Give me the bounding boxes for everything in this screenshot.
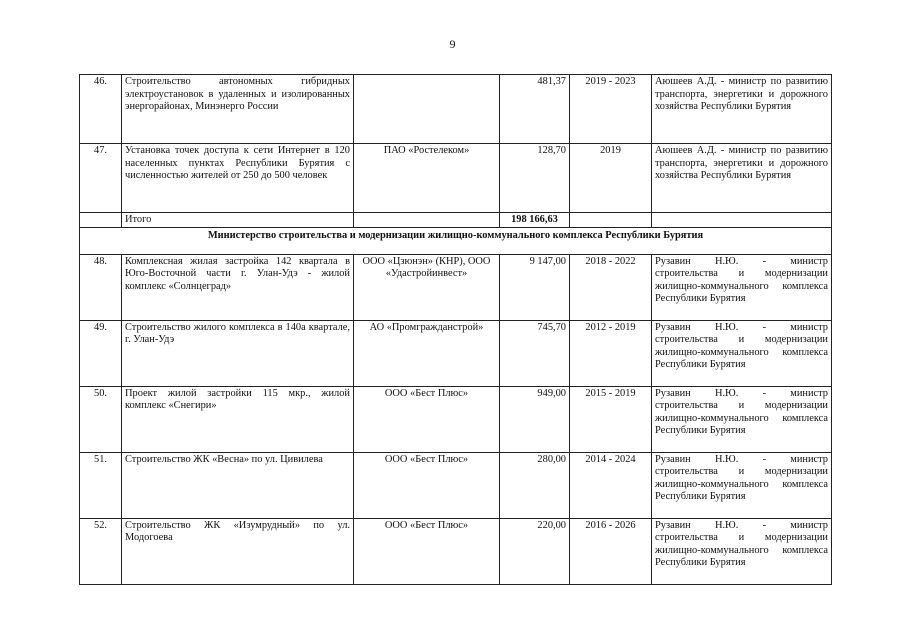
row-number: 46.	[80, 75, 122, 144]
investment-amount: 481,37	[500, 75, 570, 144]
project-name: Строительство ЖК «Изумрудный» по ул. Модогоева	[122, 518, 354, 584]
row-number: 50.	[80, 386, 122, 452]
table-row	[80, 386, 832, 452]
responsible-person: Аюшеев А.Д. - министр по развитию транспорта, энергетики и дорожного хозяйства Республики Бурятия	[652, 144, 832, 213]
project-name: Проект жилой застройки 115 мкр., жилой комплекс «Снегири»	[122, 386, 354, 452]
investor: АО «Промгражданстрой»	[354, 320, 500, 386]
table-row	[80, 320, 832, 386]
investor	[354, 75, 500, 144]
project-name: Комплексная жилая застройка 142 квартала в Юго-Восточной части г. Улан-Удэ - жилой комплекс «Солнцеград»	[122, 254, 354, 320]
total-number-cell	[80, 213, 122, 228]
section-title: Министерство строительства и модернизации жилищно-коммунального комплекса Республики Бурятия	[80, 227, 832, 254]
implementation-period: 2016 - 2026	[570, 518, 652, 584]
project-name: Строительство жилого комплекса в 140а квартале, г. Улан-Удэ	[122, 320, 354, 386]
investment-amount: 9 147,00	[500, 254, 570, 320]
total-label: Итого	[122, 213, 354, 228]
total-row	[80, 213, 832, 228]
project-name: Установка точек доступа к сети Интернет в 120 населенных пунктах Республики Бурятия с численностью жителей от 250 до 500 человек	[122, 144, 354, 213]
implementation-period: 2019 - 2023	[570, 75, 652, 144]
investor: ООО «Бест Плюс»	[354, 452, 500, 518]
row-number: 47.	[80, 144, 122, 213]
total-org-cell	[354, 213, 500, 228]
investor: ООО «Цзюнэн» (КНР), ООО «Удастройинвест»	[354, 254, 500, 320]
investor: ПАО «Ростелеком»	[354, 144, 500, 213]
row-number: 52.	[80, 518, 122, 584]
investment-amount: 745,70	[500, 320, 570, 386]
table-row	[80, 144, 832, 213]
total-responsible-cell	[652, 213, 832, 228]
implementation-period: 2012 - 2019	[570, 320, 652, 386]
page-number: 9	[449, 37, 456, 51]
table-row	[80, 452, 832, 518]
project-name: Строительство ЖК «Весна» по ул. Цивилева	[122, 452, 354, 518]
responsible-person: Рузавин Н.Ю. - министр строительства и модернизации жилищно-коммунального комплекса Республики Бурятия	[652, 386, 832, 452]
investment-amount: 949,00	[500, 386, 570, 452]
responsible-person: Рузавин Н.Ю. - министр строительства и модернизации жилищно-коммунального комплекса Республики Бурятия	[652, 452, 832, 518]
section-header-row	[80, 227, 832, 254]
row-number: 48.	[80, 254, 122, 320]
responsible-person: Рузавин Н.Ю. - министр строительства и модернизации жилищно-коммунального комплекса Республики Бурятия	[652, 254, 832, 320]
investor: ООО «Бест Плюс»	[354, 518, 500, 584]
total-amount: 198 166,63	[500, 213, 570, 228]
total-period-cell	[570, 213, 652, 228]
responsible-person: Аюшеев А.Д. - министр по развитию транспорта, энергетики и дорожного хозяйства Республики Бурятия	[652, 75, 832, 144]
investment-amount: 128,70	[500, 144, 570, 213]
row-number: 51.	[80, 452, 122, 518]
implementation-period: 2015 - 2019	[570, 386, 652, 452]
project-name: Строительство автономных гибридных электроустановок в удаленных и изолированных энергорайонах, Минэнерго России	[122, 75, 354, 144]
table-row	[80, 518, 832, 584]
investment-amount: 220,00	[500, 518, 570, 584]
projects-table	[79, 74, 832, 585]
table-row	[80, 75, 832, 144]
implementation-period: 2019	[570, 144, 652, 213]
implementation-period: 2014 - 2024	[570, 452, 652, 518]
responsible-person: Рузавин Н.Ю. - министр строительства и модернизации жилищно-коммунального комплекса Республики Бурятия	[652, 518, 832, 584]
implementation-period: 2018 - 2022	[570, 254, 652, 320]
responsible-person: Рузавин Н.Ю. - министр строительства и модернизации жилищно-коммунального комплекса Республики Бурятия	[652, 320, 832, 386]
row-number: 49.	[80, 320, 122, 386]
table-row	[80, 254, 832, 320]
investor: ООО «Бест Плюс»	[354, 386, 500, 452]
investment-amount: 280,00	[500, 452, 570, 518]
